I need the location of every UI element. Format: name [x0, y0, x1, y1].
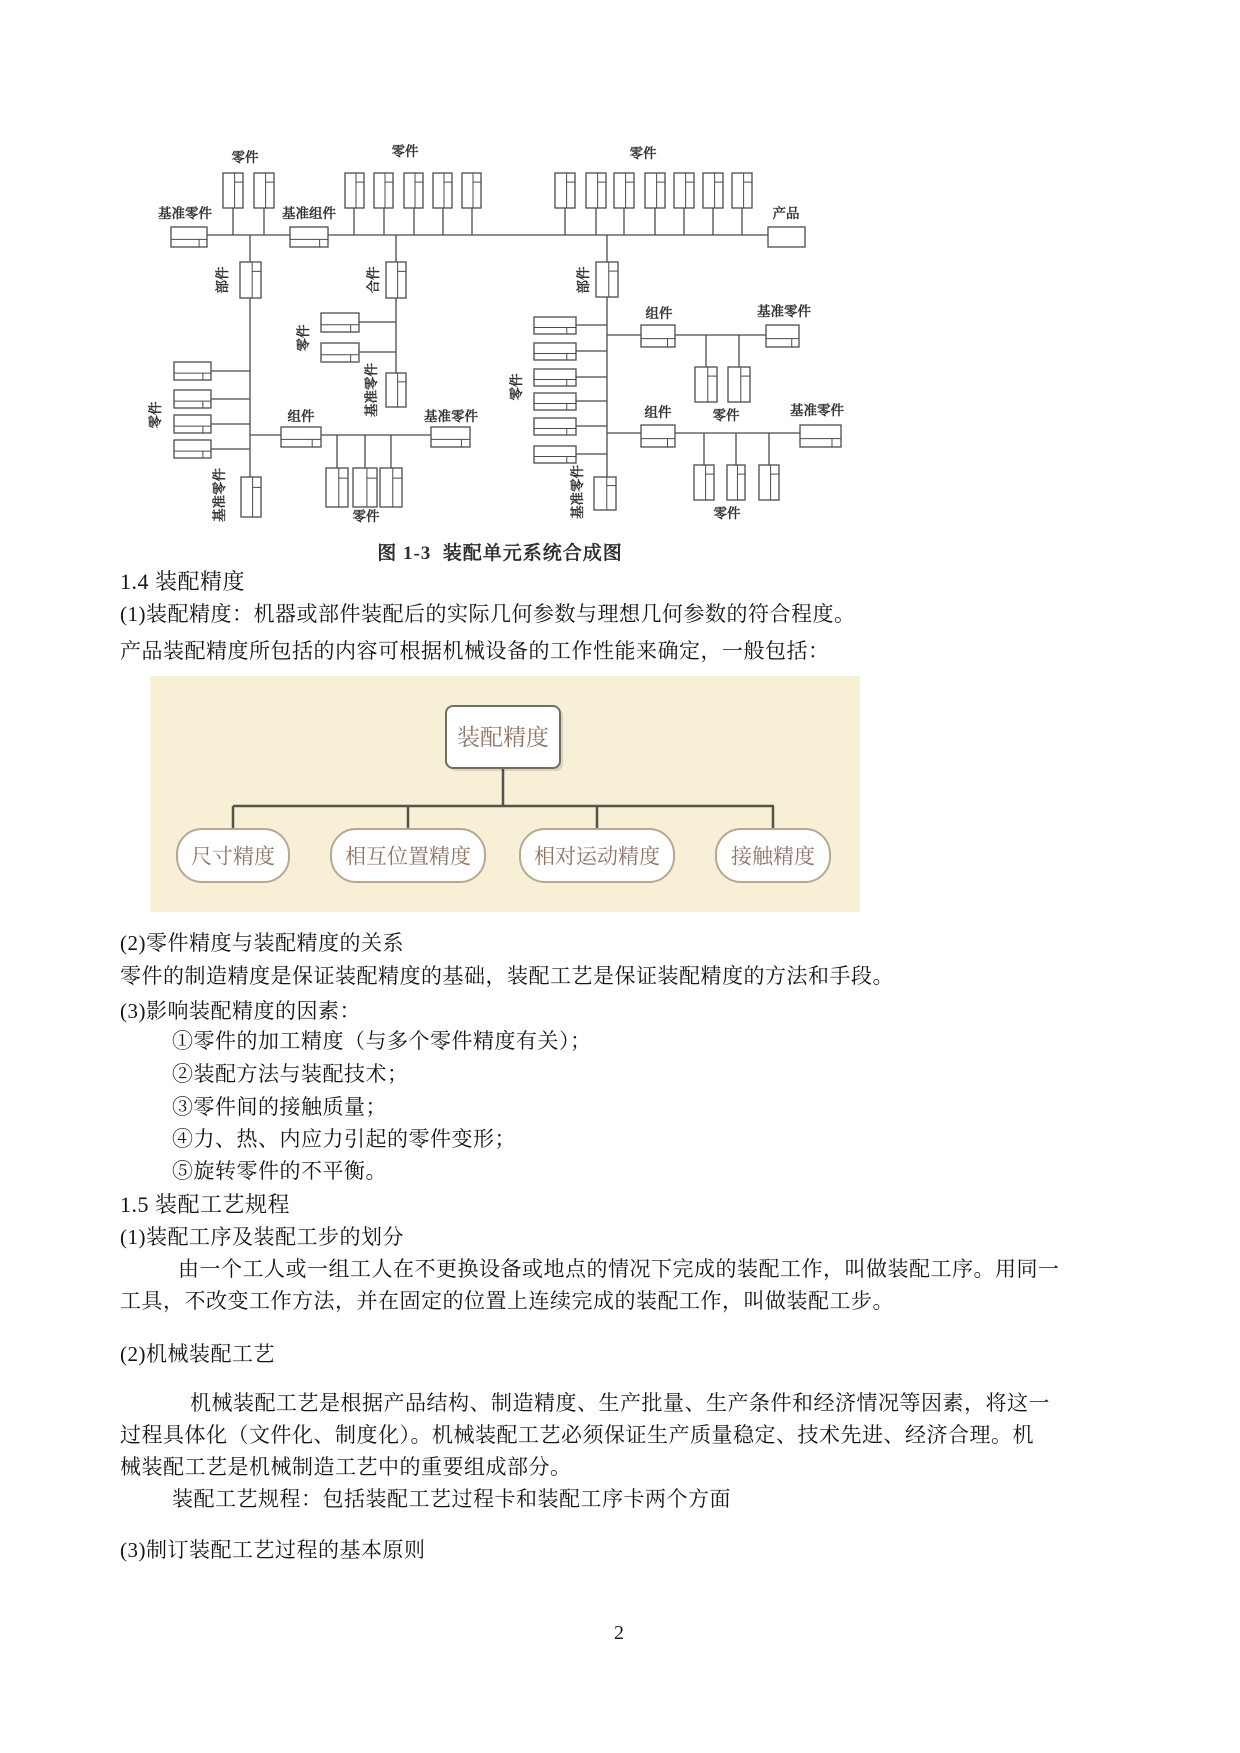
body-text-line: 械装配工艺是机械制造工艺中的重要组成部分。	[120, 1455, 572, 1479]
body-text-line: 由一个工人或一组工人在不更换设备或地点的情况下完成的装配工作，叫做装配工序。用同一	[178, 1257, 1060, 1281]
body-text-line: ④力、热、内应力引起的零件变形；	[172, 1127, 516, 1151]
svg-text:相对运动精度: 相对运动精度	[534, 844, 660, 869]
diagram-label: 基准零件	[212, 468, 227, 522]
diagram-label: 基准零件	[757, 304, 811, 319]
body-text-line: ①零件的加工精度（与多个零件精度有关）；	[172, 1029, 592, 1053]
body-text-line: ②装配方法与装配技术；	[172, 1062, 409, 1086]
svg-text:相互位置精度: 相互位置精度	[345, 844, 471, 869]
diagram-label: 零件	[629, 146, 657, 161]
diagram-label: 基准零件	[570, 465, 585, 519]
diagram-label: 部件	[215, 266, 230, 294]
diagram-label: 基准零件	[364, 363, 379, 417]
body-text-line: (1)装配工序及装配工步的划分	[120, 1225, 404, 1249]
body-text-line: 机械装配工艺是根据产品结构、制造精度、生产批量、生产条件和经济情况等因素，将这一	[190, 1391, 1050, 1415]
diagram-label: 零件	[712, 408, 740, 423]
diagram-label: 组件	[644, 405, 672, 420]
diagram-label: 零件	[509, 373, 524, 401]
figure-caption: 图 1-3 装配单元系统合成图	[377, 543, 623, 564]
body-text-line: ⑤旋转零件的不平衡。	[172, 1159, 387, 1183]
diagram-label: 零件	[713, 506, 741, 521]
svg-text:接触精度: 接触精度	[731, 844, 815, 869]
diagram-label: 零件	[148, 401, 163, 429]
body-text-line: (3)影响装配精度的因素：	[120, 999, 361, 1023]
diagram-label: 部件	[576, 266, 591, 294]
body-text-line: 1.4 装配精度	[120, 569, 246, 594]
body-text-line: 装配工艺规程：包括装配工艺过程卡和装配工序卡两个方面	[172, 1487, 731, 1511]
body-text-line: 过程具体化（文件化、制度化）。机械装配工艺必须保证生产质量稳定、技术先进、经济合理。机	[120, 1423, 1034, 1447]
diagram-label: 产品	[772, 206, 800, 221]
body-text-line: (3)制订装配工艺过程的基本原则	[120, 1538, 426, 1562]
diagram-label: 基准零件	[790, 403, 844, 418]
diagram-label: 基准零件	[158, 206, 212, 221]
body-text-line: 工具，不改变工作方法，并在固定的位置上连续完成的装配工作，叫做装配工步。	[120, 1289, 894, 1313]
body-text-line: ③零件间的接触质量；	[172, 1095, 387, 1119]
body-text-line: (2)机械装配工艺	[120, 1342, 275, 1366]
diagram-label: 零件	[231, 150, 259, 165]
diagram-label: 合件	[366, 266, 381, 294]
diagram-label: 基准组件	[282, 206, 336, 221]
body-text-line: 1.5 装配工艺规程	[120, 1192, 291, 1217]
body-text-line: (2)零件精度与装配精度的关系	[120, 931, 404, 955]
body-text-line: (1)装配精度：机器或部件装配后的实际几何参数与理想几何参数的符合程度。	[120, 602, 856, 626]
body-text-line: 产品装配精度所包括的内容可根据机械设备的工作性能来确定，一般包括：	[120, 639, 830, 663]
diagram-label: 组件	[645, 306, 673, 321]
diagram-label: 零件	[352, 509, 380, 524]
body-text-line: 零件的制造精度是保证装配精度的基础，装配工艺是保证装配精度的方法和手段。	[120, 964, 894, 988]
diagram-label: 零件	[391, 144, 419, 159]
page-number: 2	[614, 1622, 624, 1644]
diagram-label: 组件	[287, 409, 315, 424]
svg-text:装配精度: 装配精度	[457, 725, 549, 751]
svg-text:尺寸精度: 尺寸精度	[191, 844, 275, 869]
diagram-label: 基准零件	[424, 409, 478, 424]
diagram-label: 零件	[296, 324, 311, 352]
